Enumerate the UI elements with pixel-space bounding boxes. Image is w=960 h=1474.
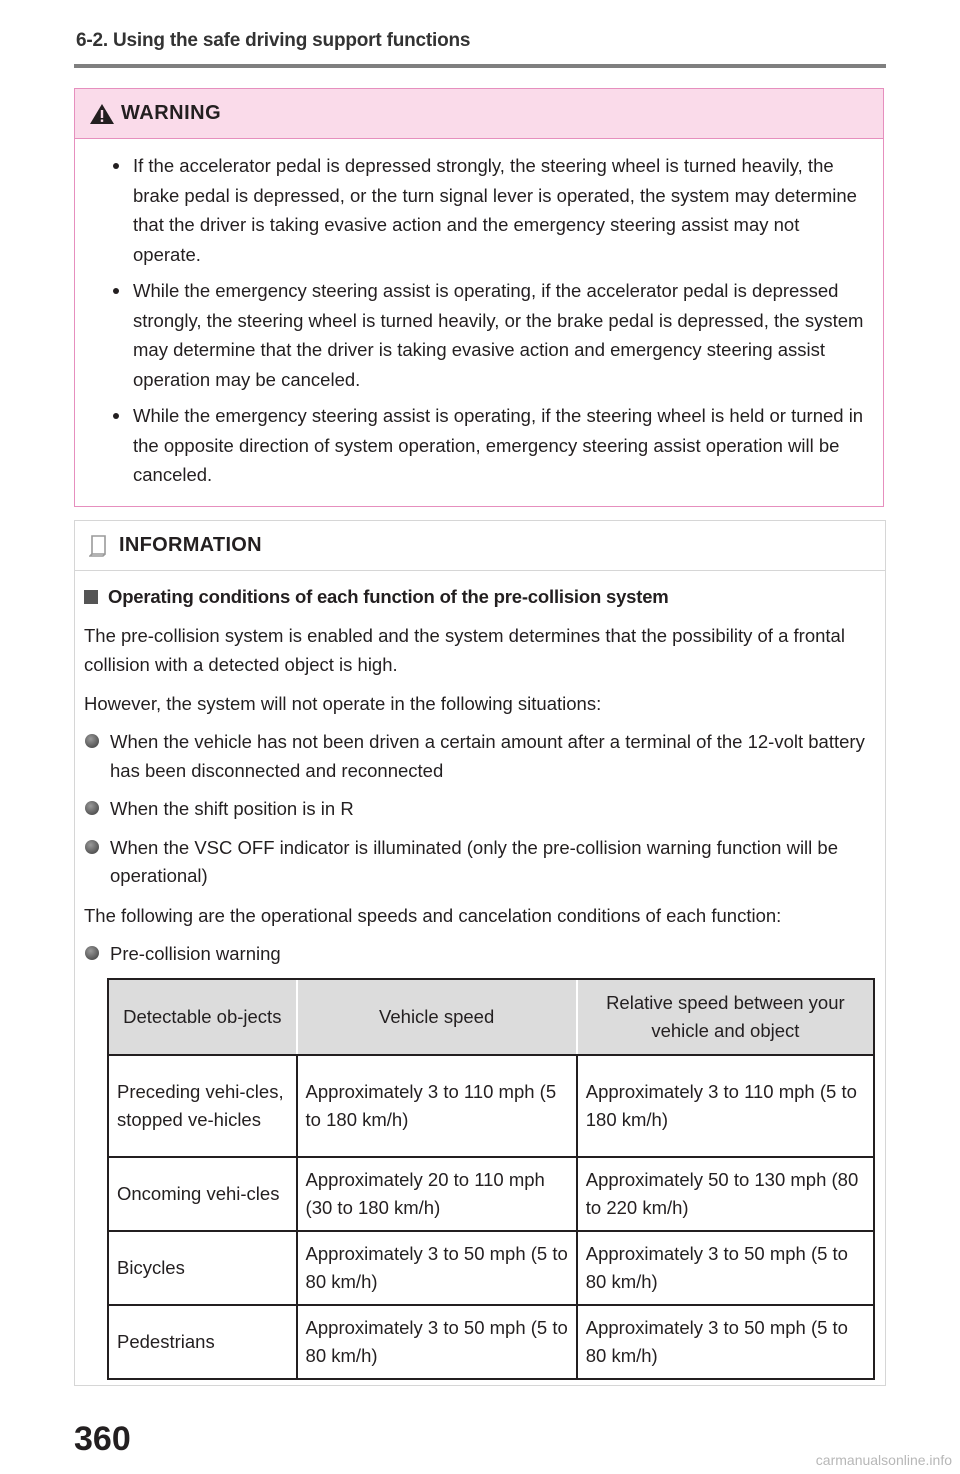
table-cell: Approximately 20 to 110 mph (30 to 180 km/h) [297, 1157, 577, 1231]
table-header-cell: Relative speed between your vehicle and object [577, 979, 874, 1055]
table-cell: Pedestrians [108, 1305, 297, 1379]
watermark: carmanualsonline.info [815, 1452, 952, 1468]
bullet-dot-icon [85, 946, 99, 960]
warning-item: While the emergency steering assist is operating, if the accelerator pedal is depressed strongly, the steering wheel is turned heavily, or the brake pedal is depressed, the system may determine that the driver is taking evasive action and emergency steering assist operation may be canceled. [105, 276, 869, 394]
bullet-dot-icon [85, 734, 99, 748]
warning-title: WARNING [121, 102, 222, 124]
table-row [108, 1305, 874, 1379]
warning-item: While the emergency steering assist is operating, if the steering wheel is held or turned in the opposite direction of system operation, emergency steering assist operation will be canceled. [105, 401, 869, 490]
table-header-cell: Detectable ob-jects [108, 979, 297, 1055]
header-rule [74, 64, 886, 68]
table-row [108, 1157, 874, 1231]
warning-triangle-icon [89, 103, 115, 125]
table-cell: Approximately 3 to 110 mph (5 to 180 km/h) [577, 1055, 874, 1157]
information-box [74, 520, 886, 1386]
warning-item: If the accelerator pedal is depressed strongly, the steering wheel is turned heavily, the brake pedal is depressed, or the turn signal lever is operated, the system may determine that the driver is taking evasive action and the emergency steering assist may not operate. [105, 151, 869, 269]
paragraph: However, the system will not operate in the following situations: [84, 693, 602, 714]
table-cell: Preceding vehi-cles, stopped ve-hicles [108, 1055, 297, 1157]
table-cell: Approximately 3 to 50 mph (5 to 80 km/h) [297, 1305, 577, 1379]
table-cell: Approximately 3 to 50 mph (5 to 80 km/h) [577, 1231, 874, 1305]
page-number: 360 [74, 1420, 131, 1458]
table-cell: Approximately 3 to 110 mph (5 to 180 km/h) [297, 1055, 577, 1157]
bullet-dot-icon [85, 840, 99, 854]
condition-item: When the VSC OFF indicator is illuminated (only the pre-collision warning function will be operational) [84, 834, 875, 891]
speed-table [107, 978, 875, 1380]
note-icon [89, 534, 111, 558]
table-cell: Approximately 3 to 50 mph (5 to 80 km/h) [577, 1305, 874, 1379]
square-bullet-icon [84, 590, 98, 604]
warning-header [75, 89, 883, 139]
table-cell: Bicycles [108, 1231, 297, 1305]
condition-item: When the shift position is in R [84, 795, 875, 824]
paragraph: The following are the operational speeds and cancelation conditions of each function: [84, 904, 782, 926]
function-item: Pre-collision warning [84, 940, 875, 969]
information-title: INFORMATION [119, 534, 262, 556]
paragraph: The pre-collision system is enabled and the system determines that the possibility of a frontal collision with a detected object is high. [84, 625, 845, 675]
table-row [108, 1231, 874, 1305]
table-row [108, 1055, 874, 1157]
section-header: 6-2. Using the safe driving support functions [76, 30, 471, 51]
table-cell: Approximately 50 to 130 mph (80 to 220 km/h) [577, 1157, 874, 1231]
table-cell: Oncoming vehi-cles [108, 1157, 297, 1231]
table-header-cell: Vehicle speed [297, 979, 577, 1055]
condition-item: When the vehicle has not been driven a certain amount after a terminal of the 12-volt battery has been disconnected and reconnected [84, 728, 875, 785]
warning-box [74, 88, 884, 507]
information-header [75, 521, 885, 571]
table-cell: Approximately 3 to 50 mph (5 to 80 km/h) [297, 1231, 577, 1305]
bullet-dot-icon [85, 801, 99, 815]
subsection-heading: Operating conditions of each function of the pre-collision system [84, 583, 875, 611]
